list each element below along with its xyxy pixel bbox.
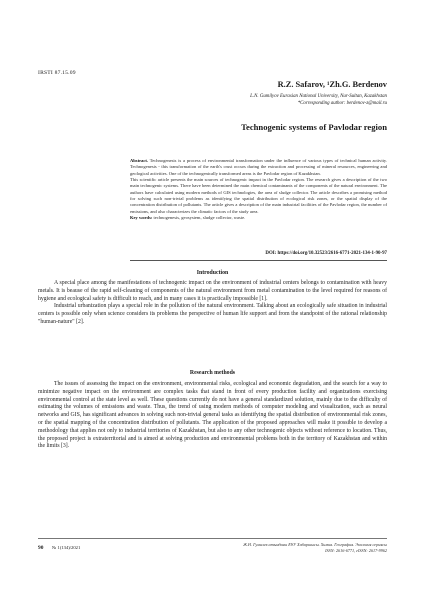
abstract-paragraph-1: Abstract. Technogenesis is a process of environmental transformation under the influence of various types of technical human activity. Technogenesis - this transformation of the earth's crust occurs during the extraction and processing of mineral resources, engineering and geological activities. One of the technogenically transformed areas is the Pavlodar region of Kazakhstan. [130,158,387,176]
footer-divider [38,538,387,539]
introduction-heading: Introduction [196,270,229,276]
introduction-paragraph-2: Industrial urbanization plays a special role in the pollution of the natural environment. Talking about an ecologically safe situation in industrial centers is possible only when science considers its problems the perspective of human life support and from the standpoint of the rational relationship "human-nature" [2]. [38,303,387,325]
page-number: 90 [38,545,44,551]
affiliation-block [250,93,387,107]
corresponding-author: *Corresponding author: berdenov-z@mail.ru [297,101,387,106]
abstract-paragraph-2: This scientific article presents the main sources of technogenic impact in the Pavlodar region. The research gives a description of the two main technogenic systems. There have been determined the main chemical contaminants of the components of the natural environment. The authors have calculated using modern methods of GIS technologies, the area of sludge collector. The article describes a promising method for solving such non-trivial problems as identifying the spatial distribution of ecological risk zones, or the spatial display of the concentration distribution of pollutants. The article gives a description of the main industrial facilities of the Pavlodar region, the number of emissions, and also characterizes the climatic factors of the study area. [130,177,387,214]
article-title: Technogenic systems of Pavlodar region [241,122,387,132]
irsti-code: IRSTI 87.15.09 [38,70,76,76]
journal-issn: ISSN: 2616-6771, eISSN: 2617-9962 [325,548,387,553]
introduction-text [38,280,387,327]
affiliation: L.N. Gumilyov Eurasian National University, Nur-Sultan, Kazakhstan [250,94,387,99]
abstract [130,158,387,221]
keywords-label: Key words: [130,215,153,221]
keywords: Key words: technogenesis, geosystem, sludge collector, waste. [130,215,246,221]
methods-heading: Research methods [189,370,236,376]
issue-number: № 1(134)/2021 [52,545,81,550]
abstract-label: Abstract. [130,158,149,163]
divider [130,260,387,261]
journal-name: Ж.Н. Гумилев атындағы ЕҰУ Хабаршысы. Химия. География. Экология сериясы [243,542,387,547]
methods-paragraph-1: The issues of assessing the impact on the environment, environmental risks, ecological and economic degradation, and the search for a way to minimize negative impact on the environment are complex tasks that stand in front of every production facility and organizations exercising environmental control at the state level as well. These questions currently do not have a general standardized solution, mainly due to the difficulty of estimating the volumes of emissions and waste. Thus, the trend of using modern methods of computer modeling and visualization, such as neural networks and GIS, has significant advances in solving such non-trivial general tasks as identifying the spatial distribution of environmental risk zones, or the spatial mapping of the concentration distribution of pollutants. The application of the proposed approaches will make it possible to develop a methodology that applies not only to industrial territories of Kazakhstan, but also to any other technogenic objects without reference to location. Thus, the proposed project is extraterritorial and is aimed at solving production and environmental problems both in the territory of Kazakhstan and within the limits [3]. [38,381,387,450]
methods-text [38,381,387,451]
journal-info [243,542,387,554]
authors: R.Z. Safarov, ¹Zh.G. Berdenov [277,80,387,89]
doi-link[interactable]: DOI: https://doi.org/10.32523/2616-6771-2021-134-1-90-97 [265,251,387,256]
introduction-paragraph-1: A special place among the manifestations of technogenic impact on the environment of industrial centers belongs to contamination with heavy metals. It is beause of the rapid self-cleaning of components of the natural environment from metal contamination to the level required for reasons of hygiene and ecological safety is difficult to reach, and in many cases it is practically impossible [1]. [38,280,387,302]
